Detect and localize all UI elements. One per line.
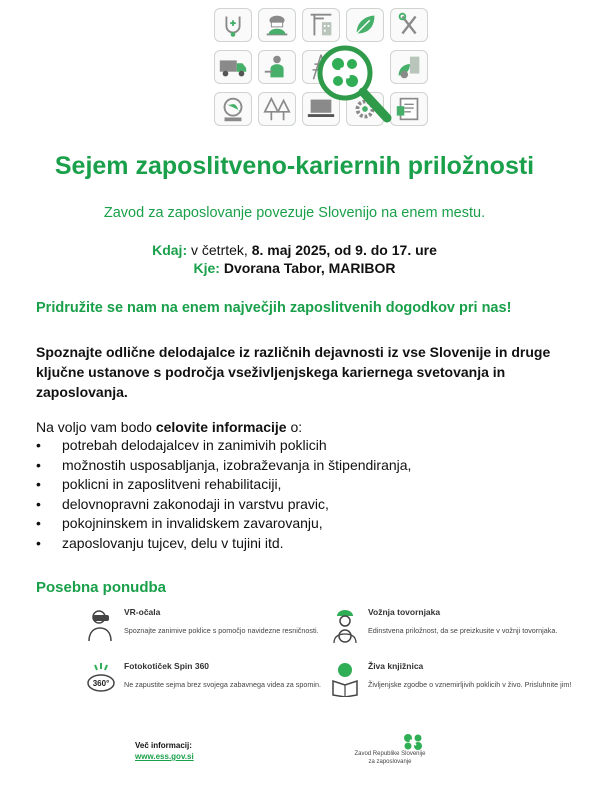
- offer-title: Vožnja tovornjaka: [368, 607, 441, 617]
- page-title: Sejem zaposlitveno-kariernih priložnosti: [54, 152, 535, 180]
- hero-illustration: [210, 4, 420, 132]
- camera-360-icon: [86, 661, 116, 697]
- leaf-icon: [346, 8, 384, 42]
- info-intro-text: Na voljo vam bodo: [36, 419, 156, 435]
- logo-text-line1: Zavod Republike Slovenije: [354, 751, 426, 757]
- offer-title: Živa knjižnica: [368, 661, 424, 671]
- trees-icon: [258, 92, 296, 126]
- chef-icon: [258, 8, 296, 42]
- more-info: [135, 740, 194, 762]
- offer-card-spin360: [86, 661, 331, 705]
- offer-desc: Življenjske zgodbe o vznemirljivih poklicih v živo. Prisluhnite jim!: [368, 680, 572, 689]
- logo-text-line2: za zaposlovanje: [368, 758, 412, 765]
- join-heading: Pridružite se nam na enem največjih zaposlitvenih dogodkov pri nas!: [36, 300, 512, 316]
- truck-icon: [214, 50, 252, 84]
- when-date: 8. maj 2025, od 9. do 17. ure: [251, 242, 437, 258]
- truck-driver-icon: [330, 607, 360, 643]
- magnifier-zavod-logo-icon: [317, 44, 413, 136]
- offer-desc: Edinstvena priložnost, da se preizkusite v vožnji tovornjaka.: [368, 626, 558, 635]
- where-value: Dvorana Tabor, MARIBOR: [219, 260, 396, 276]
- tools-icon: [390, 8, 428, 42]
- where-label: Kje:: [193, 260, 220, 276]
- offer-title: VR-očala: [124, 607, 161, 617]
- when-label: Kdaj:: [152, 242, 188, 258]
- lead-paragraph: Spoznajte odlične delodajalce iz različnih dejavnosti iz vse Slovenije in druge ključne ustanove s področja vseživljenjskega kariernega svetovanja in zaposlovanja.: [36, 344, 551, 400]
- offer-card-vr: [86, 607, 331, 651]
- when-day: v četrtek,: [187, 242, 252, 258]
- reading-person-icon: [330, 661, 360, 697]
- offer-card-truck: [330, 607, 575, 651]
- info-intro-end: o:: [286, 419, 303, 435]
- event-details: [0, 241, 589, 277]
- zavod-logo-icon: [402, 733, 424, 751]
- info-intro-bold: celovite informacije: [155, 419, 287, 435]
- offer-desc: Spoznajte zanimive poklice s pomočjo navidezne resničnosti.: [124, 626, 319, 635]
- subtitle: Zavod za zaposlovanje povezuje Slovenijo na enem mestu.: [103, 205, 486, 221]
- zavod-logo: [340, 733, 450, 773]
- list-item: • zaposlovanju tujcev, delu v tujini itd.: [36, 534, 411, 554]
- construction-icon: [302, 8, 340, 42]
- info-list: [36, 436, 411, 553]
- offer-title: Fotokotiček Spin 360: [124, 661, 210, 671]
- offer-desc: Ne zapustite sejma brez svojega zabavnega videa za spomin.: [124, 680, 321, 689]
- list-item: • pokojninskem in invalidskem zavarovanju,: [36, 514, 411, 534]
- worker-icon: [258, 50, 296, 84]
- list-item: • možnostih usposabljanja, izobraževanja in štipendiranja,: [36, 456, 411, 476]
- special-offer-heading: Posebna ponudba: [36, 579, 167, 596]
- list-item: • potrebah delodajalcev in zanimivih poklicih: [36, 436, 411, 456]
- vr-headset-icon: [86, 607, 116, 643]
- info-intro: [36, 419, 302, 435]
- offer-card-library: [330, 661, 575, 705]
- logo-text: [340, 751, 440, 766]
- list-item: • delovnopravni zakonodaji in varstvu pravic,: [36, 495, 411, 515]
- website-link[interactable]: www.ess.gov.si: [135, 752, 194, 761]
- globe-icon: [214, 92, 252, 126]
- list-item: • poklicni in zaposlitveni rehabilitaciji,: [36, 475, 411, 495]
- badge-360: 360°: [92, 679, 110, 688]
- more-info-label: Več informacij:: [135, 741, 192, 750]
- medical-icon: [214, 8, 252, 42]
